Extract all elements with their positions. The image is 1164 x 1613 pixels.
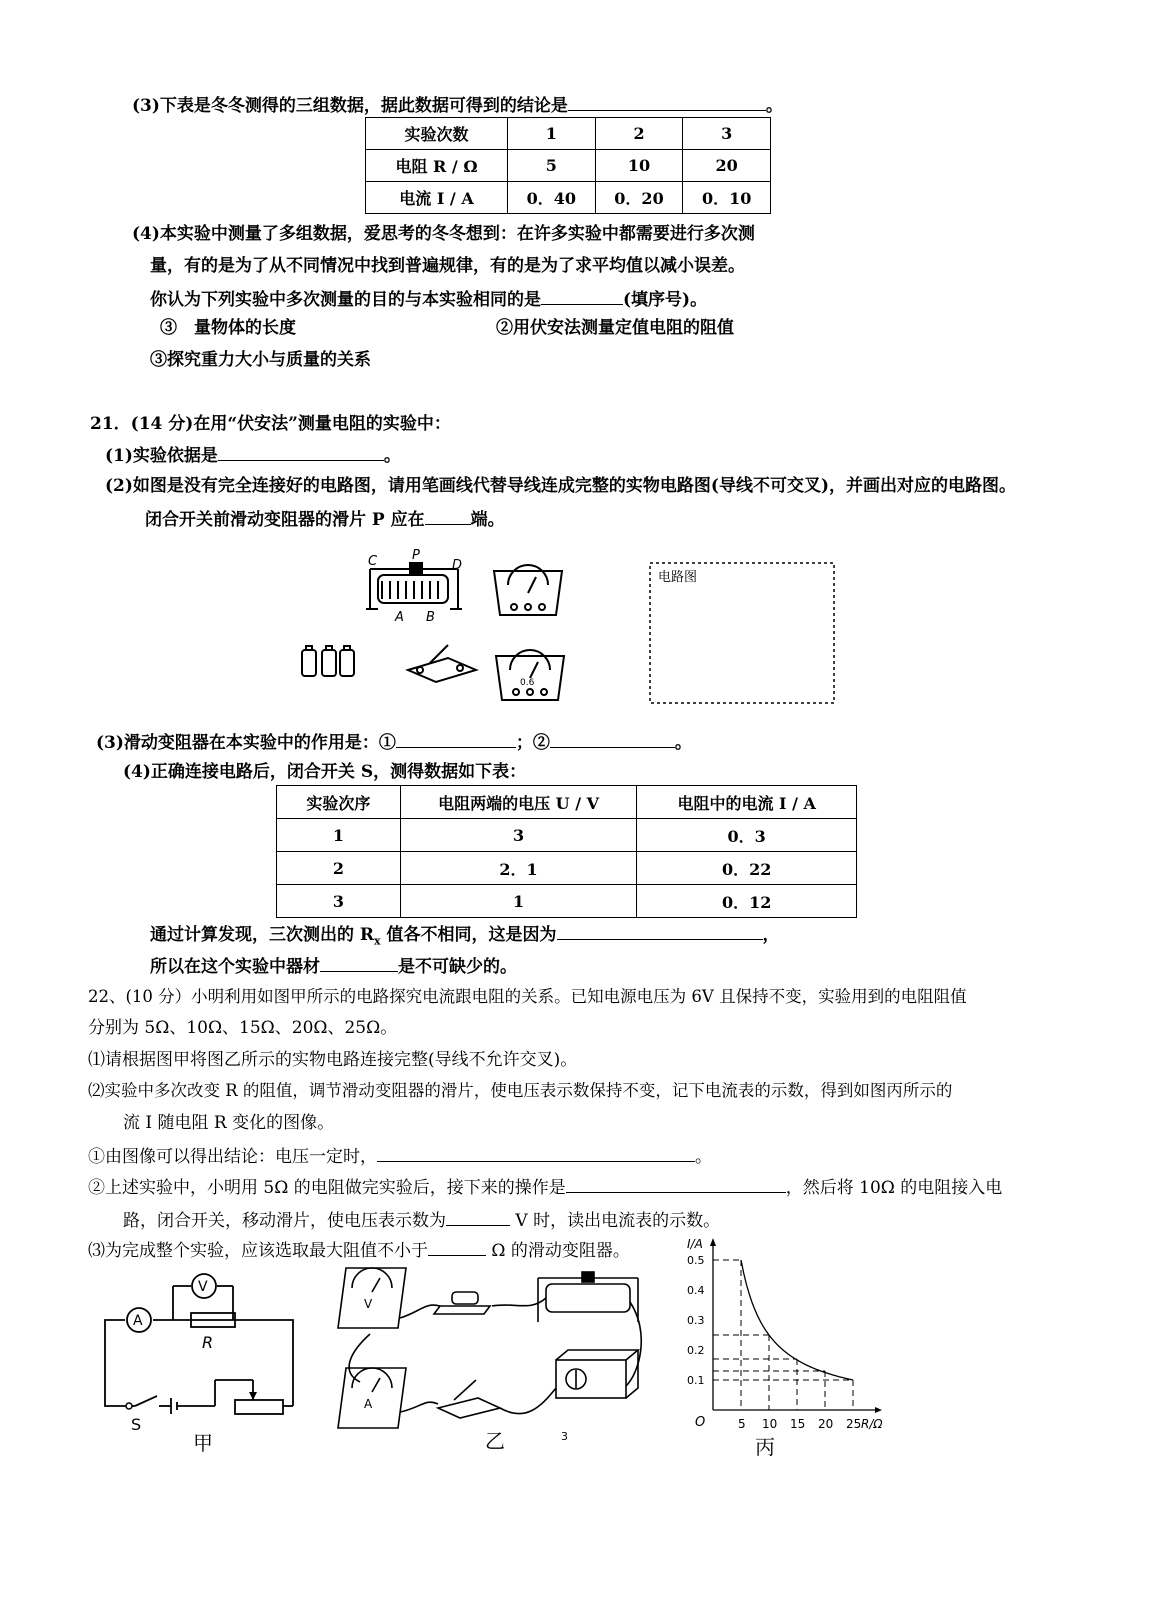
q20-part4-line3: 你认为下列实验中多次测量的目的与本实验相同的是 (填序号)。 [150, 290, 708, 310]
q21-calc-line: 通过计算发现，三次测出的 $R_x$ 值各不相同，这是因为 ， [150, 925, 780, 948]
svg-text:V: V [198, 1279, 208, 1295]
answer-blank[interactable] [377, 1145, 695, 1162]
x-tick-label: 25 [846, 1417, 862, 1431]
x-tick-label: 15 [790, 1417, 806, 1431]
answer-blank[interactable] [396, 731, 516, 748]
svg-text:乙: 乙 [485, 1429, 505, 1453]
battery-icon [302, 646, 354, 676]
y-tick-label: 0.4 [687, 1284, 705, 1297]
q20-option-1: ③ 量物体的长度 [160, 318, 296, 338]
q21-data-table [276, 785, 857, 918]
q21-title: 21．(14 分)在用“伏安法”测量电阻的实验中： [90, 414, 451, 434]
svg-text:V: V [364, 1297, 373, 1311]
ammeter-icon [496, 650, 564, 700]
y-tick-label: 0.1 [687, 1374, 705, 1387]
y-tick-label: 0.2 [687, 1344, 705, 1357]
table-row: 3 1 0．12 [277, 885, 857, 918]
q21-part4: (4)正确连接电路后，闭合开关 S，测得数据如下表： [123, 762, 527, 782]
q21-apparatus-figure [290, 545, 850, 715]
answer-blank[interactable] [218, 444, 384, 461]
svg-text:B: B [426, 610, 435, 625]
q22-line5: 流 I 随电阻 R 变化的图像。 [123, 1113, 335, 1133]
answer-blank[interactable] [425, 508, 471, 525]
svg-text:O: O [695, 1415, 706, 1430]
q20-part4-line2: 量，有的是为了从不同情况中找到普遍规律，有的是为了求平均值以减小误差。 [150, 256, 745, 276]
answer-blank[interactable] [428, 1239, 486, 1256]
q22-line2: 分别为 5Ω、10Ω、15Ω、20Ω、25Ω。 [88, 1018, 398, 1038]
svg-text:A: A [395, 610, 404, 625]
q20-part3-text: (3)下表是冬冬测得的三组数据，据此数据可得到的结论是 [132, 96, 568, 116]
q20-option-2: ②用伏安法测量定值电阻的阻值 [496, 318, 734, 338]
q22-circuit-diagram-jia [95, 1260, 305, 1460]
q20-data-table [365, 117, 771, 214]
switch-icon [408, 645, 476, 682]
table-row: 电阻 R / Ω 5 10 20 [366, 150, 771, 182]
q22-line6: ①由图像可以得出结论：电压一定时， 。 [88, 1147, 712, 1167]
svg-text:0.6: 0.6 [520, 678, 535, 688]
answer-blank[interactable] [446, 1209, 510, 1226]
answer-blank[interactable] [320, 955, 398, 972]
q22-line8: 路，闭合开关，移动滑片，使电压表示数为 V 时，读出电流表的示数。 [123, 1211, 721, 1231]
q21-part1: (1)实验依据是 。 [105, 446, 401, 466]
q22-physical-circuit-yi [330, 1262, 650, 1462]
svg-text:C: C [368, 554, 378, 569]
answer-blank[interactable] [557, 923, 763, 940]
svg-text:I/A: I/A [687, 1237, 703, 1251]
q20-part3: (3)下表是冬冬测得的三组数据，据此数据可得到的结论是 。 [132, 96, 783, 116]
answer-blank[interactable] [566, 1176, 786, 1193]
x-tick-label: 10 [762, 1417, 778, 1431]
y-tick-label: 0.5 [687, 1254, 705, 1267]
svg-text:3: 3 [561, 1430, 568, 1443]
y-tick-label: 0.3 [687, 1314, 705, 1327]
x-tick-label: 20 [818, 1417, 834, 1431]
voltmeter-icon [494, 565, 562, 615]
q22-line3: ⑴请根据图甲将图乙所示的实物电路连接完整(导线不允许交叉)。 [88, 1050, 578, 1070]
x-tick-label: 5 [738, 1417, 746, 1431]
svg-text:丙: 丙 [755, 1435, 775, 1459]
svg-text:甲: 甲 [193, 1431, 213, 1455]
svg-text:P: P [412, 548, 420, 563]
q22-line1: 22、(10 分）小明利用如图甲所示的电路探究电流跟电阻的关系。已知电源电压为 6V 且保持不变，实验用到的电阻阻值 [88, 987, 967, 1006]
answer-blank[interactable] [550, 731, 675, 748]
slider-arrow-icon [249, 1392, 257, 1400]
svg-text:A: A [133, 1313, 143, 1329]
q21-part2-line1: (2)如图是没有完全连接好的电路图，请用笔画线代替导线连成完整的实物电路图(导线不可交叉)，并画出对应的电路图。 [105, 476, 1017, 496]
q22-current-resistance-graph [685, 1232, 900, 1462]
table-row: 1 3 0．3 [277, 819, 857, 852]
answer-blank[interactable] [541, 288, 623, 305]
svg-text:S: S [131, 1415, 142, 1434]
svg-text:D: D [452, 558, 463, 573]
answer-blank[interactable] [568, 94, 766, 111]
q22-line7: ②上述实验中，小明用 5Ω 的电阻做完实验后，接下来的操作是 ，然后将 10Ω 的电阻接入电 [88, 1178, 1003, 1198]
table-row: 实验次序 电阻两端的电压 U / V 电阻中的电流 I / A [277, 786, 857, 819]
q21-part3: (3)滑动变阻器在本实验中的作用是：① ；② 。 [96, 733, 692, 753]
svg-text:A: A [364, 1397, 373, 1411]
table-row: 2 2．1 0．22 [277, 852, 857, 885]
q22-line9: ⑶为完成整个实验，应该选取最大阻值不小于 Ω 的滑动变阻器。 [88, 1241, 630, 1261]
q21-part2-line2: 闭合开关前滑动变阻器的滑片 P 应在 端。 [145, 510, 505, 530]
table-row: 实验次数 1 2 3 [366, 118, 771, 150]
svg-text:R/Ω: R/Ω [861, 1417, 883, 1431]
q20-part4-line1: (4)本实验中测量了多组数据，爱思考的冬冬想到：在许多实验中都需要进行多次测 [132, 224, 755, 244]
svg-text:R: R [202, 1333, 214, 1352]
q21-so-line: 所以在这个实验中器材 是不可缺少的。 [150, 957, 517, 977]
table-row: 电流 I / A 0．40 0．20 0．10 [366, 182, 771, 214]
rheostat-icon [366, 563, 462, 609]
q22-line4: ⑵实验中多次改变 R 的阻值，调节滑动变阻器的滑片，使电压表示数保持不变，记下电流表的示数，得到如图丙所示的 [88, 1081, 953, 1100]
svg-text:电路图: 电路图 [658, 570, 698, 585]
q20-option-3: ③探究重力大小与质量的关系 [150, 350, 371, 370]
